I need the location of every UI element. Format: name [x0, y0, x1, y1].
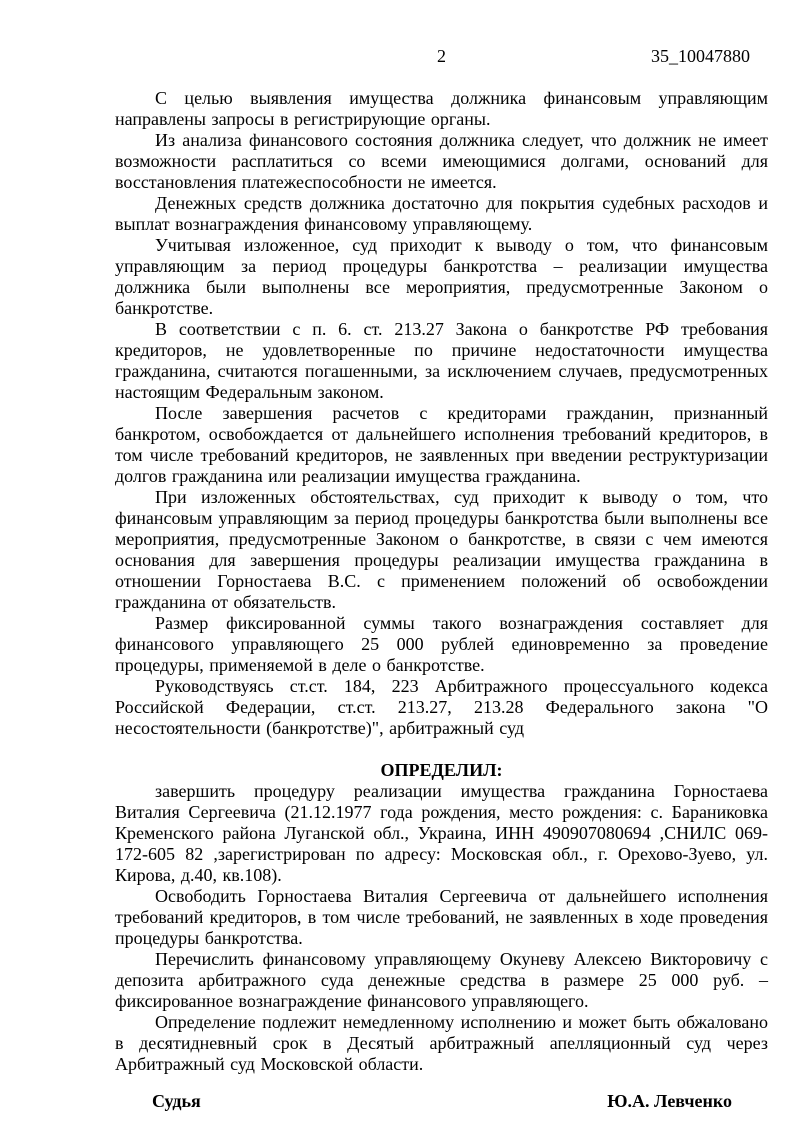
ruling-paragraph: завершить процедуру реализации имущества гражданина Горностаева Виталия Сергеевича (21.12.1977 года рождения, место рождения: с. Бараниковка Кременского района Луганской обл., Украина, ИНН 490907080694 ,СНИЛС 069-172-605 82 ,зарегистрирован по адресу: Московская обл., г. Орехово-Зуево, ул. Кирова, д.40, кв.108).	[115, 781, 768, 885]
ruling-body	[115, 88, 768, 739]
ruling-paragraph: Освободить Горностаева Виталия Сергеевича от дальнейшего исполнения требований кредиторов, в том числе требований, не заявленных в ходе проведения процедуры банкротства.	[115, 886, 768, 948]
body-paragraph: Денежных средств должника достаточно для покрытия судебных расходов и выплат вознаграждения финансовому управляющему.	[115, 193, 768, 234]
page-content	[115, 46, 768, 1112]
judge-name: Ю.А. Левченко	[607, 1091, 732, 1111]
page-number: 2	[437, 46, 446, 66]
body-paragraph: Руководствуясь ст.ст. 184, 223 Арбитражного процессуального кодекса Российской Федерации, ст.ст. 213.27, 213.28 Федерального закона "О несостоятельности (банкротстве)", арбитражный суд	[115, 676, 768, 738]
body-paragraph: Размер фиксированной суммы такого вознаграждения составляет для финансового управляющего 25 000 рублей единовременно за проведение процедуры, применяемой в деле о банкротстве.	[115, 613, 768, 675]
ruling-heading: ОПРЕДЕЛИЛ:	[380, 760, 503, 780]
ruling-paragraph: Перечислить финансовому управляющему Окуневу Алексею Викторовичу с депозита арбитражного суда денежные средства в размере 25 000 руб. – фиксированное вознаграждение финансового управляющего.	[115, 949, 768, 1011]
body-paragraph: После завершения расчетов с кредиторами гражданин, признанный банкротом, освобождается от дальнейшего исполнения требований кредиторов, в том числе требований кредиторов, не заявленных при введении реструктуризации долгов гражданина или реализации имущества гражданина.	[115, 403, 768, 486]
body-paragraph: С целью выявления имущества должника финансовым управляющим направлены запросы в регистрирующие органы.	[115, 88, 768, 129]
body-paragraph: При изложенных обстоятельствах, суд приходит к выводу о том, что финансовым управляющим за период процедуры банкротства были выполнены все мероприятия, предусмотренные Законом о банкротстве, в связи с чем имеются основания для завершения процедуры реализации имущества гражданина в отношении Горностаева В.С. с применением положений об освобождении гражданина от обязательств.	[115, 487, 768, 612]
ruling-operative-part	[115, 781, 768, 1075]
case-number: 35_10047880	[651, 46, 750, 66]
body-paragraph: Учитывая изложенное, суд приходит к выводу о том, что финансовым управляющим за период процедуры банкротства – реализации имущества должника были выполнены все мероприятия, предусмотренные Законом о банкротстве.	[115, 235, 768, 318]
body-paragraph: Из анализа финансового состояния должника следует, что должник не имеет возможности расплатиться со всеми имеющимися долгами, оснований для восстановления платежеспособности не имеется.	[115, 130, 768, 192]
page-header	[115, 46, 768, 67]
judge-title: Судья	[152, 1091, 201, 1111]
signature-block	[115, 1091, 768, 1112]
ruling-paragraph: Определение подлежит немедленному исполнению и может быть обжаловано в десятидневный срок в Десятый арбитражный апелляционный суд через Арбитражный суд Московской области.	[115, 1012, 768, 1074]
body-paragraph: В соответствии с п. 6. ст. 213.27 Закона о банкротстве РФ требования кредиторов, не удовлетворенные по причине недостаточности имущества гражданина, считаются погашенными, за исключением случаев, предусмотренных настоящим Федеральным законом.	[115, 319, 768, 402]
